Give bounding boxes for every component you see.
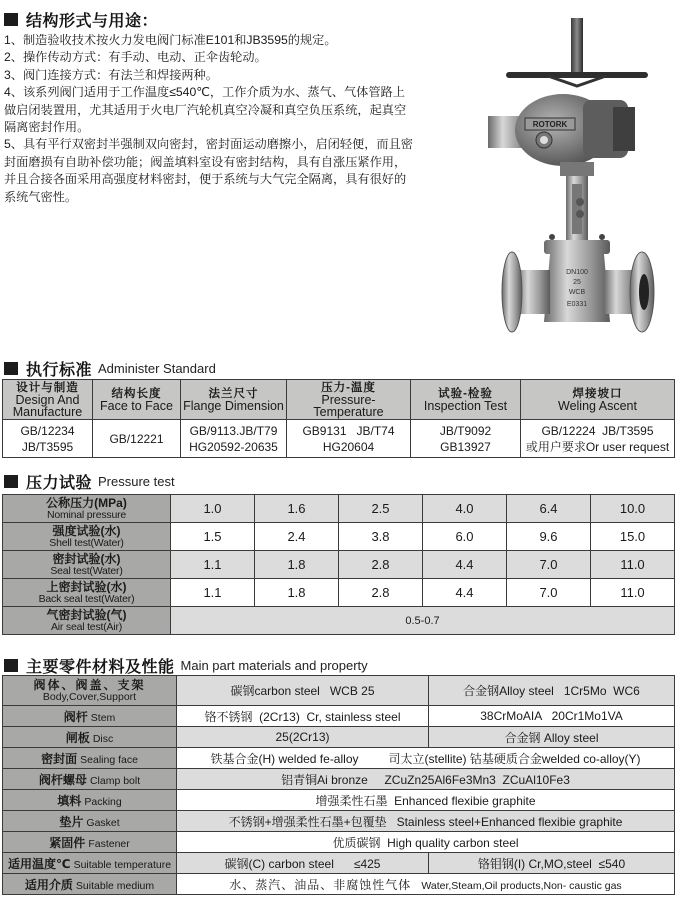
table-cell: 碳钢carbon steel WCB 25 [177, 676, 429, 706]
row-label: 气密封试验(气) Air seal test(Air) [3, 607, 171, 635]
table-cell: 7.0 [507, 551, 591, 579]
section-title-cn: 执行标准 [26, 362, 93, 379]
table-cell: 1.8 [255, 551, 339, 579]
table-cell: 0.5-0.7 [171, 607, 675, 635]
table-cell: 碳钢(C) carbon steel ≤425 [177, 853, 429, 874]
table-row [3, 832, 675, 853]
header-cell: 焊接坡口 Weling Ascent [521, 380, 675, 420]
row-label: 适用介质 Suitable medium [3, 874, 177, 895]
table-row [3, 551, 675, 579]
intro-paragraph: 2、操作传动方式：有手动、电动、正伞齿轮动。 [4, 50, 267, 65]
table-cell: 1.6 [255, 495, 339, 523]
table-cell: 4.4 [423, 551, 507, 579]
header-cell: 压力-温度 Pressure- Temperature [287, 380, 411, 420]
row-label: 强度试验(水) Shell test(Water) [3, 523, 171, 551]
table-cell: GB/9113.JB/T79 HG20592-20635 [181, 420, 287, 458]
table-row [3, 706, 675, 727]
electric-gate-valve-icon [488, 12, 676, 342]
table-row [3, 523, 675, 551]
table-cell: 1.8 [255, 579, 339, 607]
header-cell: 结构长度 Face to Face [93, 380, 181, 420]
table-cell: 铬钼钢(I) Cr,MO,steel ≤540 [429, 853, 675, 874]
svg-text:ROTORK: ROTORK [532, 120, 568, 129]
table-cell: 25(2Cr13) [177, 727, 429, 748]
svg-text:E0331: E0331 [566, 301, 588, 308]
table-cell: 38CrMoAIA 20Cr1Mo1VA [429, 706, 675, 727]
intro-text [4, 32, 414, 206]
section-title-cn: 主要零件材料及性能 [26, 659, 175, 676]
table-cell: 3.8 [339, 523, 423, 551]
header-cell: 设计与制造 Design And Manufacture [3, 380, 93, 420]
intro-paragraph: 5、具有平行双密封半强制双向密封，密封面运动磨擦小，启闭轻便，而且密封面磨损有自助补偿功能；阀盖填料室设有密封结构，具有自涨压紧作用，并且合接各面采用高强度材料密封，便于系统与大气完全隔离，具有很好的系统气密性。 [4, 137, 413, 204]
section-bullet-icon [4, 362, 18, 375]
table-row [3, 874, 675, 895]
table-cell: 6.4 [507, 495, 591, 523]
table-cell: 11.0 [591, 579, 675, 607]
header-cell: 试验-检验 Inspection Test [411, 380, 521, 420]
table-row [3, 811, 675, 832]
table-cell: 1.5 [171, 523, 255, 551]
table-cell: 优质碳钢 High quality carbon steel [177, 832, 675, 853]
row-label: 填料 Packing [3, 790, 177, 811]
table-cell: 不锈钢+增强柔性石墨+包覆垫 Stainless steel+Enhanced flexibie graphite [177, 811, 675, 832]
table-cell: 2.8 [339, 579, 423, 607]
table-header-row [3, 380, 675, 420]
row-label: 阀体、阀盖、支架 Body,Cover,Support [3, 676, 177, 706]
table-cell: 11.0 [591, 551, 675, 579]
table-cell: 2.4 [255, 523, 339, 551]
table-row [3, 769, 675, 790]
svg-text:DN100: DN100 [566, 269, 588, 276]
table-cell: 合金钢Alloy steel 1Cr5Mo WC6 [429, 676, 675, 706]
table-row [3, 579, 675, 607]
table-cell: 1.1 [171, 579, 255, 607]
row-label: 紧固件 Fastener [3, 832, 177, 853]
table-row [3, 676, 675, 706]
table-cell: 增强柔性石墨 Enhanced flexibie graphite [177, 790, 675, 811]
section-title-pressure [4, 470, 175, 493]
table-row [3, 727, 675, 748]
row-label: 阀杆螺母 Clamp bolt [3, 769, 177, 790]
table-cell: 10.0 [591, 495, 675, 523]
table-cell: GB9131 JB/T74 HG20604 [287, 420, 411, 458]
table-cell: 合金钢 Alloy steel [429, 727, 675, 748]
row-label: 阀杆 Stem [3, 706, 177, 727]
intro-paragraph: 3、阀门连接方式：有法兰和焊接两种。 [4, 67, 218, 82]
table-cell: 铬不锈钢 (2Cr13) Cr, stainless steel [177, 706, 429, 727]
table-row [3, 420, 675, 458]
table-cell: GB/12224 JB/T3595 或用户要求Or user request [521, 420, 675, 458]
row-label: 密封面 Sealing face [3, 748, 177, 769]
table-cell: 4.0 [423, 495, 507, 523]
section-title-materials [4, 654, 368, 677]
row-label: 密封试验(水) Seal test(Water) [3, 551, 171, 579]
section-title-standard [4, 357, 216, 380]
table-cell: 铝青铜Ai bronze ZCuZn25Al6Fe3Mn3 ZCuAl10Fe3 [177, 769, 675, 790]
table-row [3, 853, 675, 874]
section-title-text: 结构形式与用途： [26, 13, 159, 30]
section-title-en: Pressure test [98, 474, 175, 489]
table-cell: JB/T9092 GB13927 [411, 420, 521, 458]
standards-table [2, 379, 675, 458]
row-label: 上密封试验(水) Back seal test(Water) [3, 579, 171, 607]
section-title-cn: 压力试验 [26, 475, 93, 492]
header-cell: 法兰尺寸 Flange Dimension [181, 380, 287, 420]
table-cell: 1.1 [171, 551, 255, 579]
table-cell: 15.0 [591, 523, 675, 551]
table-cell: 2.5 [339, 495, 423, 523]
svg-text:25: 25 [573, 279, 581, 286]
table-cell: 4.4 [423, 579, 507, 607]
intro-paragraph: 1、制造验收技术按火力发电阀门标准E101和JB3595的规定。 [4, 33, 337, 47]
table-row [3, 790, 675, 811]
section-title-en: Main part materials and property [180, 658, 368, 673]
intro-paragraph: 4、该系列阀门适用于工作温度≤540℃，工作介质为水、蒸气、气体管路上做启闭装置用，尤其适用于火电厂汽轮机真空冷凝和真空负压系统，起真空隔离密封作用。 [4, 85, 407, 135]
table-cell: 9.6 [507, 523, 591, 551]
table-cell: 7.0 [507, 579, 591, 607]
table-cell: 水、蒸汽、油品、非腐蚀性气体 Water,Steam,Oil products,Non- caustic gas [177, 874, 675, 895]
table-row [3, 607, 675, 635]
row-label: 垫片 Gasket [3, 811, 177, 832]
row-label: 闸板 Disc [3, 727, 177, 748]
section-bullet-icon [4, 475, 18, 488]
table-cell: GB/12234 JB/T3595 [3, 420, 93, 458]
row-label: 适用温度℃ Suitable temperature [3, 853, 177, 874]
table-row [3, 495, 675, 523]
table-row [3, 748, 675, 769]
table-cell: 铁基合金(H) welded fe-alloy 司太立(stellite) 钴基硬质合金welded co-alloy(Y) [177, 748, 675, 769]
svg-text:WCB: WCB [568, 289, 586, 296]
table-cell: 6.0 [423, 523, 507, 551]
table-cell: 2.8 [339, 551, 423, 579]
valve-product-image [488, 12, 676, 342]
materials-table [2, 675, 675, 895]
row-label: 公称压力(MPa) Nominal pressure [3, 495, 171, 523]
section-title-structure [4, 8, 158, 31]
section-bullet-icon [4, 13, 18, 26]
pressure-test-table [2, 494, 675, 635]
section-bullet-icon [4, 659, 18, 672]
table-cell: GB/12221 [93, 420, 181, 458]
table-cell: 1.0 [171, 495, 255, 523]
section-title-en: Administer Standard [98, 361, 216, 376]
